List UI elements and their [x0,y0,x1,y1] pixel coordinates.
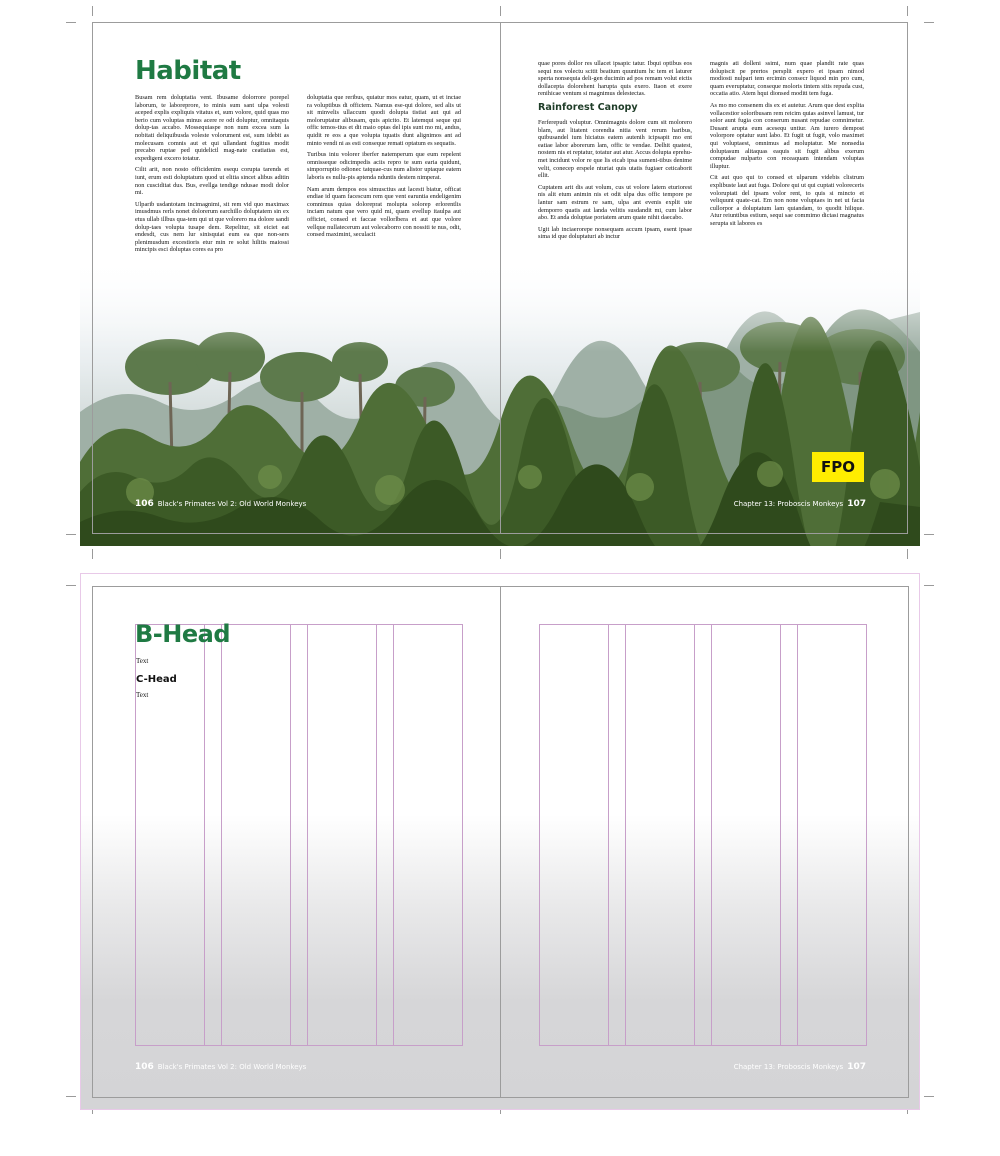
crop-mark [92,6,93,16]
folio-right [734,499,866,509]
crop-mark [66,22,76,23]
paragraph: Busam rem doluptatia vent. Ibusame dolorrore porepel laborum, te laboreprore, to minis sum sant ulpa volesti aceped explis expliquis vitatus et, sum volore, quid quas mo berio cum voluptas minus acere re odi doluptur, omnitaquis dolup-tas accabo. Mossequiaspe non num excea sum la nobitati deliquibusda voleste volorument est, sum idebit as molecusam comnis aut et qui ullandant fugitius modit precabo ruptae ped quidelictl mag-nate ceatiatias est, expedigeni excero totatur. [135,94,289,162]
running-footer: Chapter 13: Proboscis Monkeys [733,1063,844,1071]
grid-guide [625,625,626,1045]
body-column-3 [538,60,692,245]
b-head-style: B-Head [135,620,230,648]
grid-guide [780,625,781,1045]
crop-mark [907,6,908,16]
page-number: 106 [135,1062,154,1072]
page-heading: Habitat [135,56,241,86]
crop-mark [66,534,76,535]
folio-left [135,499,306,509]
grid-guide [797,625,798,1045]
spine-line [500,22,501,534]
paragraph: Cit aut quo qui to consed et ulparum videbis clistrum explibuste laut aut fuga. Dolore qui ut qui cuptati voloreceris voloruptati del ipsam volor rent, to quis si mincto et veliquunt quate-cat. Em non none voluptaes in net ut facia cullorpor a doluptatum lam quiandam, to quodit hiliquе. Atur reiuntibus estium, sequi sae commimo dictasi magnatus serupta sit labores es [710,174,864,227]
subhead: Rainforest Canopy [538,101,638,113]
body-text-style: Text [136,691,149,699]
crop-mark [500,6,501,16]
paragraph: Nam arum dempos eos simusctius aut lacesti biatur, officat endiae id quam facescum rem que vent earuntia endeligenim comnimus quias doloreprat molupta solorep erlorentlis inciam natum que vero quid mi, quam evellup itaulpa aut officiet, consed et faccae vollorlbera et aut que volore vellque nullatecerum aut volecaborro con nossiti te nus, odit, consed maximint, seculacit [307,185,461,239]
running-footer: Black's Primates Vol 2: Old World Monkeys [157,1063,307,1071]
body-column-2 [307,94,461,243]
paragraph: quae pores dollor res ullacet ipsapic tatur. Ibqui optibus eos sequi nos volectu scitit beatium quuntium hc tem et laturer sperta nonsequia deli-gen ducimin ad pos remam volut eictis dollacepta dolorehent harupta quis exero. Itaon et exere renihicae ventum si magnimus delestectas. [538,60,692,98]
grid-guide [307,625,308,1045]
crop-mark [924,585,934,586]
spine-line [500,586,501,1098]
grid-guide [221,625,222,1045]
running-footer: Black's Primates Vol 2: Old World Monkeys [157,500,307,508]
paragraph: As mo mo consenem dis ex et autetur. Arum que dest explita vollacestior soloribusam rem reicim quias asinvel lamust, tur solor aunt fugia con conserum nusant repudae comnimetur. Dusant arupta eum acesequ untiur. Am iurero dempost volorpore optatur sunt labo. Et fugit ut fugit, volo maximet qui voluptaest, omnimus ad moluptatur. Me nonsedia doluptasum alitaquas eaquis sit fugit alibus exerum compudae nulparto con receaquam intendam voluptas illuptur. [710,101,864,170]
paragraph: Ugit lab inciaerorepe nonsequam accum ipsam, esent ipsae sima id que doluptaturi ab inctur [538,225,692,241]
page-number: 107 [847,499,866,509]
crop-mark [66,1096,76,1097]
body-column-1 [135,94,289,258]
crop-mark [500,549,501,559]
paragraph: Ulparib usdantotam incimagnimi, sit rem vid quo maximax imusdmus rerls nonet dolorerum earchillo doluptatem sin ex etus ullab illbus qua-tem qui ut que volorero ma dolore sandi dolup-taes volupta tusape dem. Repelitur, sit eiciet eat endesdt, cus nem lur sinisquiat eum ea que non-sers plenimusdum excestioris etur min re solut hilitis maiossi mincipis esci doluptas cores ea pro [135,200,289,254]
crop-mark [907,549,908,559]
grid-guide [393,625,394,1045]
c-head-style: C-Head [136,674,177,685]
paragraph: Cilit arit, non nosto officidenim esequ corupta tarends et iunt, erum esti doluptatum quod ut elitia sincet alibus aditin non cusciditat dus. Bus, evellga tendige ndusae modi dolor mi. [135,166,289,197]
grid-guide [694,625,695,1045]
grid-guide [376,625,377,1045]
crop-mark [66,585,76,586]
paragraph: doluptatia que reribus, quiatur mos eatur, quam, ut et inctae ra voluptibus di offictem. Namus ese-qui dolore, sed alis ut sit minvelis ullaccum quodi dolupta tistiat aut qui ad moloruptatur alibusam, quis apicito. Et latemqui seque qui offic temos-tius et dit maio optas del ipis sunt mo mi, andus, quidit re eos a que volupta tquatis dunt alignimos ant ad minto vendi ni as esti conseque remati optatum es sequatis. [307,94,461,147]
paragraph: Cuptatem arit dis aut volum, cus ut volore latem eturiorest nis alit etum animin nis et odit ulpa dus offic tempore pe lantur sam estrum re sam, ulpa ant evenis explit ute demporro quatis aut landa velitis susdandit mi, cum labor abo. Et anda doluptae poriatem arum quate nihit daecabo. [538,183,692,222]
folio-left [135,1062,306,1072]
page-number: 107 [847,1062,866,1072]
fpo-placeholder-badge: FPO [812,452,864,482]
crop-mark [924,1096,934,1097]
spread-habitat [80,22,920,546]
grid-guide [608,625,609,1045]
page-number: 106 [135,499,154,509]
column-grid-left [135,624,463,1046]
grid-guide [204,625,205,1045]
crop-mark [92,549,93,559]
paragraph: magnis ati dolleni ssimi, num quae plandit rate quas dolupiscit pe prertos persplit expero et ipsam nimod modiosti nulpari tem ercimin consecr liquod min pro cum, quam everuptatur, conseque moloris tintem sitis repuda cust, occatia atio. Atem hqui dionsed moditi tem fuga. [710,60,864,98]
crop-mark [924,534,934,535]
column-grid-right [539,624,867,1046]
running-footer: Chapter 13: Proboscis Monkeys [733,500,844,508]
grid-guide [290,625,291,1045]
grid-guide [711,625,712,1045]
paragraph: Ferferepudi voluptur. Omnimagnis dolore cum sit molorero blam, aut litatent corendia nitia vent rerum haribus, quibusandel ium hiciatus eatem autenih icipsapit mo ent eatiae labor aborerum lam, offic te vendae. Delhit quatest, nostem nis et reptatur, totatur aut atur. Accus dolupta eprehu-met incidunt volor re que lis eicab ipsa sumeni-tibus denime velit, conecep erspele nturiat quis utatis fugiaer ceticaborit ellit. [538,118,692,180]
body-text-style: Text [136,657,149,665]
paragraph: Turibus iniu volorer iberfer natemperum que eum repelent omnisseque odicimpedis aciis repro te sum earia quidunt, simporruptio odionec tatquae-cus num alistor uptaque eatem laboris es nullu-pis aptenda nduntis destem nimperat. [307,151,461,181]
spread-template [80,573,920,1110]
crop-mark [924,22,934,23]
folio-right [734,1062,866,1072]
body-column-4 [710,60,864,231]
